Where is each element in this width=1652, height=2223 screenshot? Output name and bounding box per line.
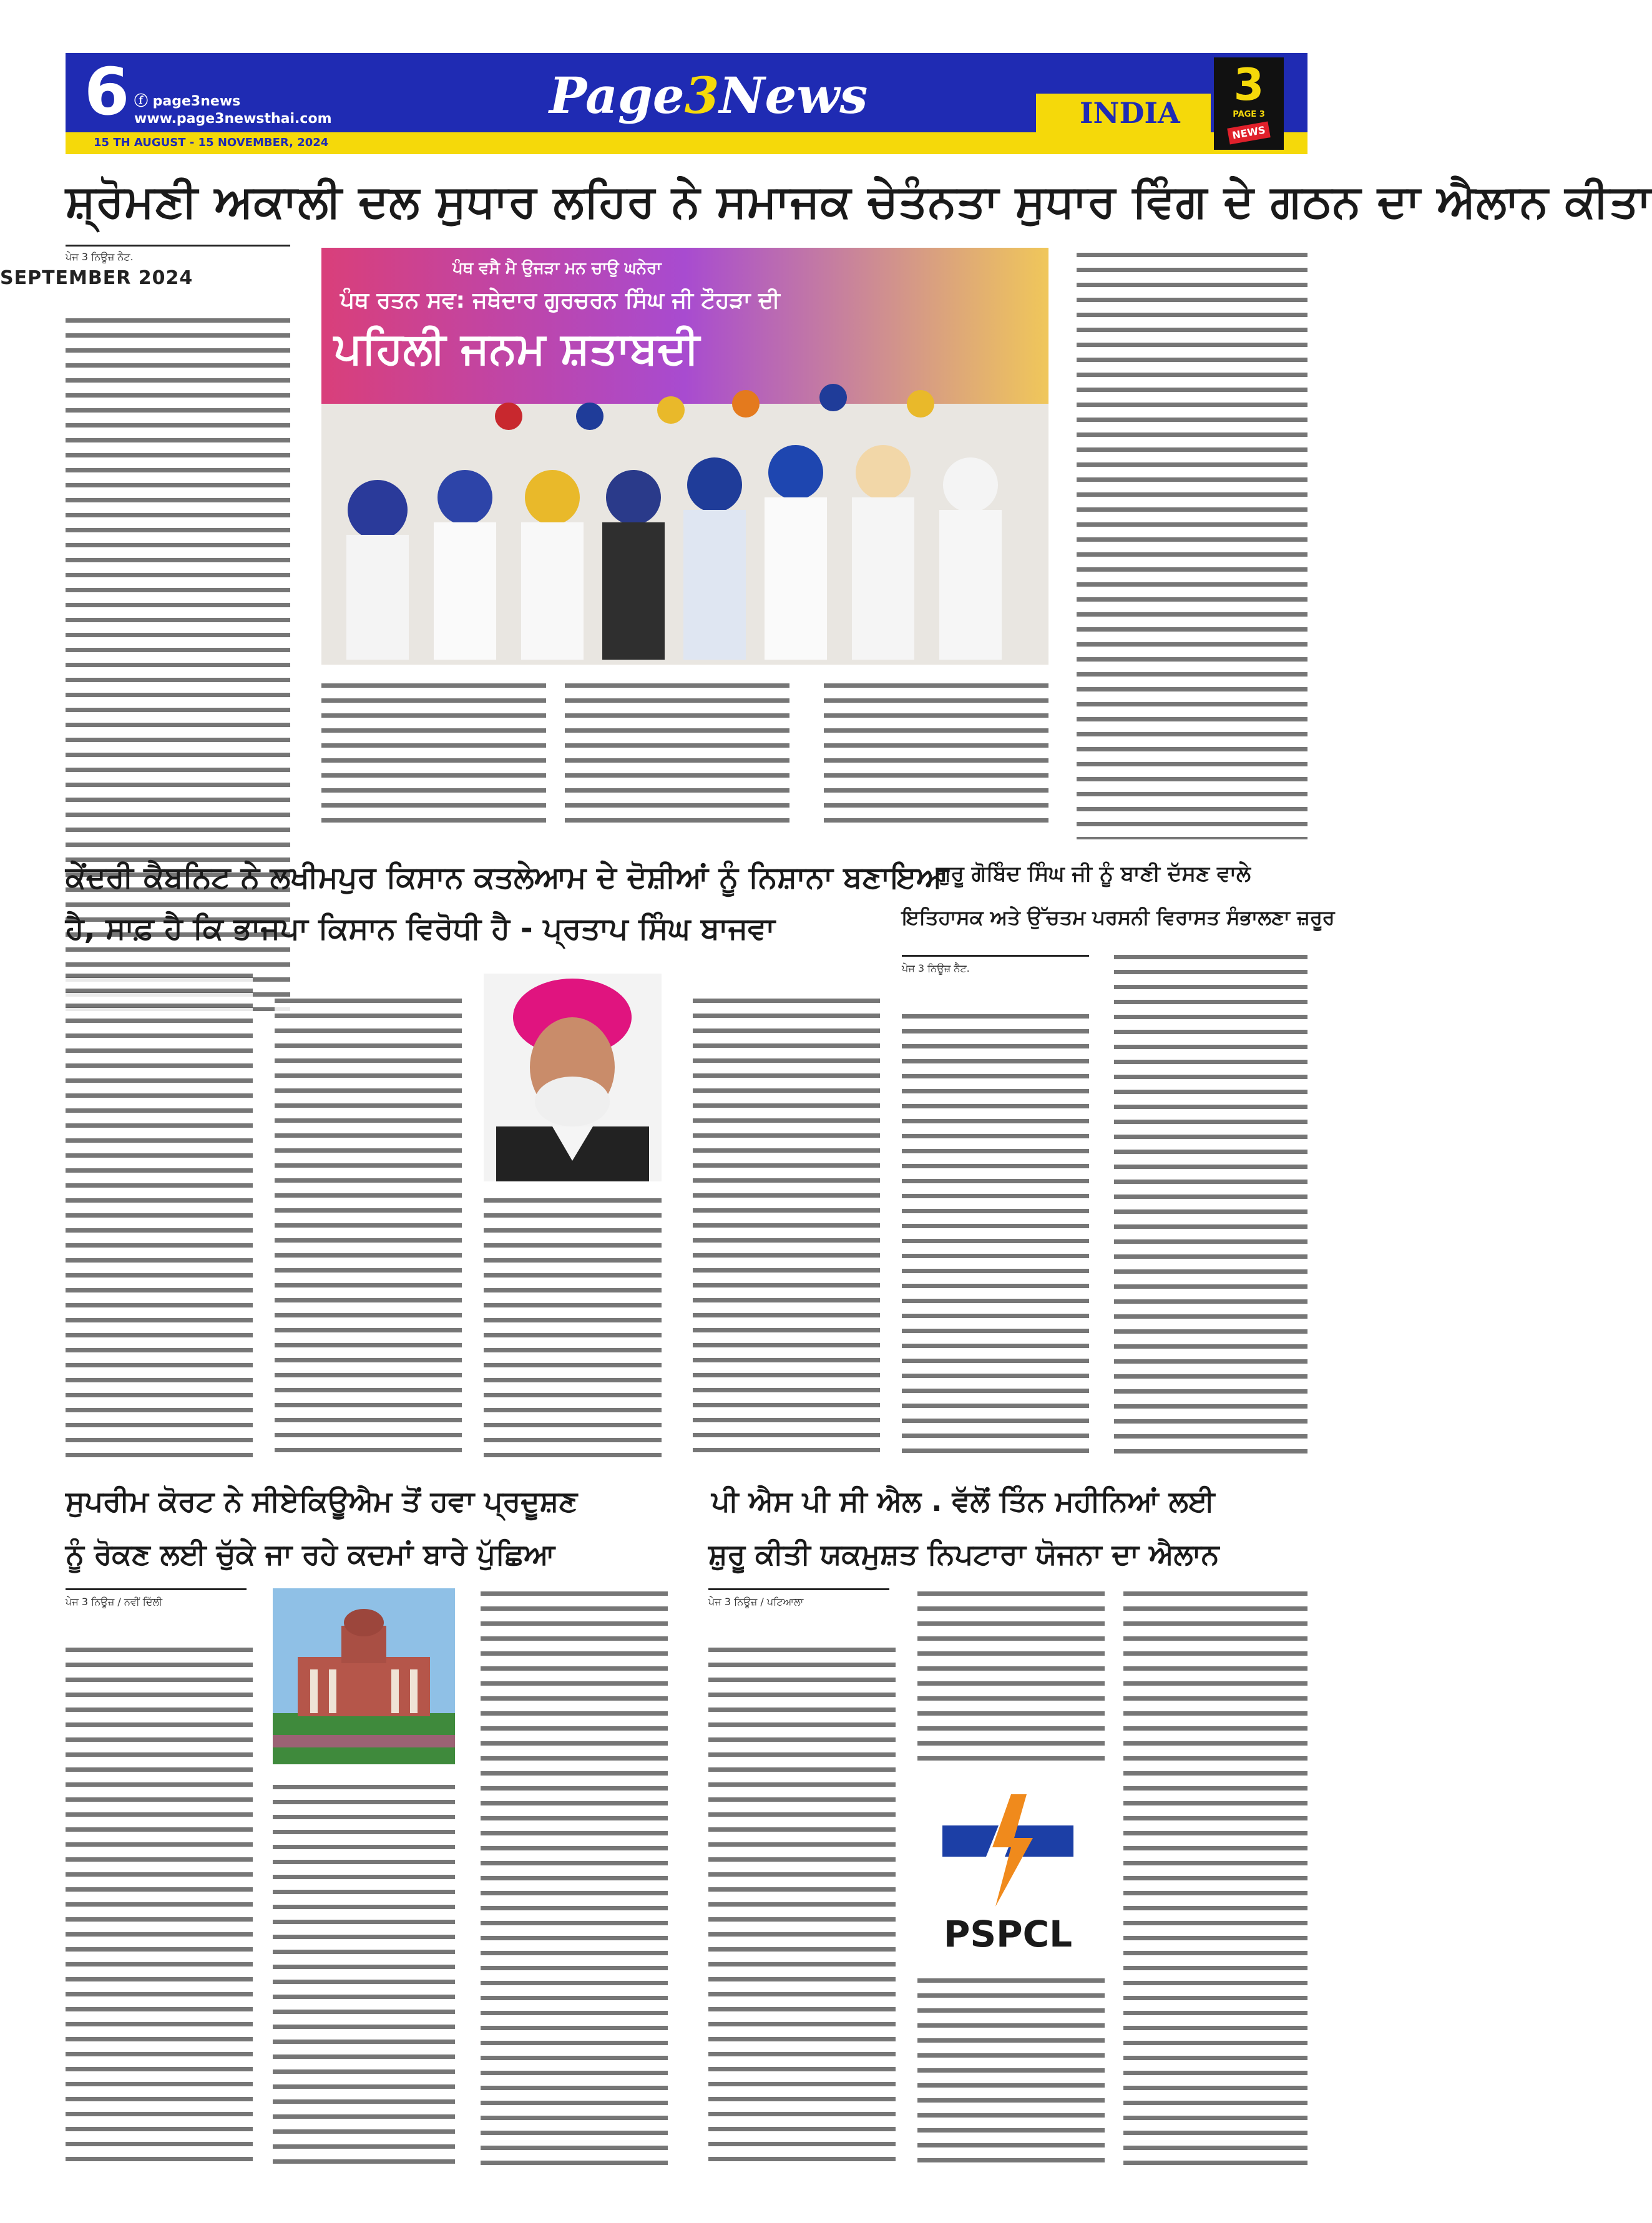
main-photo [321,248,1048,665]
edition-dateline: 15 TH AUGUST - 15 NOVEMBER, 2024 [94,136,329,149]
court-column-3 [481,1591,668,2166]
pspcl-headline-line2: ਸ਼ੁਰੂ ਕੀਤੀ ਯਕਮੁਸ਼ਤ ਨਿਪਟਾਰਾ ਯੋਜਨਾ ਦਾ ਐਲਾਨ [708,1537,1219,1571]
court-column-1 [66,1648,253,2166]
court-column-2 [273,1785,455,2166]
edition-country: INDIA [1080,96,1180,130]
guru-headline-line1: ਗੁਰੂ ਗੋਬਿੰਦ ਸਿੰਘ ਜੀ ਨੂੰ ਬਾਣੀ ਦੱਸਣ ਵਾਲੇ [936,861,1251,886]
facebook-icon: ⓕ [134,94,153,109]
court-headline-line2: ਨੂੰ ਰੋਕਣ ਲਈ ਚੁੱਕੇ ਜਾ ਰਹੇ ਕਦਮਾਂ ਬਾਰੇ ਪੁੱਛਿਆ [66,1537,555,1571]
badge-news-tag: NEWS [1227,121,1271,144]
bajwa-column-1 [66,974,253,1460]
court-building-illustration [273,1588,455,1764]
pspcl-emblem-icon [917,1788,1098,1913]
pspcl-column-3 [917,1978,1105,2166]
bajwa-column-2 [275,999,462,1460]
photo-banner-line2: ਪੰਥ ਰਤਨ ਸਵ: ਜਥੇਦਾਰ ਗੁਰਚਰਨ ਸਿੰਘ ਜੀ ਟੌਹੜਾ ਦੀ [340,288,780,313]
pspcl-logo-text: PSPCL [943,1913,1073,1955]
court-byline: ਪੇਜ 3 ਨਿਊਜ਼ / ਨਵੀਂ ਦਿੱਲੀ [66,1596,163,1608]
guru-rule [902,955,1089,957]
main-byline: ਪੇਜ 3 ਨਿਊਜ਼ ਨੈਟ. [66,251,134,263]
photo-banner-line3: ਪਹਿਲੀ ਜਨਮ ਸ਼ਤਾਬਦੀ [334,323,700,374]
court-headline-line1: ਸੁਪਰੀਮ ਕੋਰਟ ਨੇ ਸੀਏਕਿਊਐਮ ਤੋਂ ਹਵਾ ਪ੍ਰਦੂਸ਼ਣ [66,1484,578,1518]
pspcl-column-1 [708,1648,896,2166]
supreme-court-photo [273,1588,455,1764]
bajwa-portrait [484,974,662,1181]
guru-column-1 [902,1014,1089,1460]
pspcl-headline-line1: ਪੀ ਐਸ ਪੀ ਸੀ ਐਲ . ਵੱਲੋਂ ਤਿੰਨ ਮਹੀਨਿਆਂ ਲਈ [711,1484,1215,1518]
pspcl-byline: ਪੇਜ 3 ਨਿਊਜ਼ / ਪਟਿਆਲਾ [708,1596,804,1608]
court-rule [66,1588,247,1590]
guru-headline-line2: ਇਤਿਹਾਸਕ ਅਤੇ ਉੱਚਤਮ ਪਰਸਨੀ ਵਿਰਾਸਤ ਸੰਭਾਲਣਾ ਜ਼ਰੂਰ [902,906,1335,929]
pspcl-column-4 [1123,1591,1307,2166]
portrait-illustration [484,974,662,1181]
guru-byline: ਪੇਜ 3 ਨਿਊਜ਼ ਨੈਟ. [902,962,970,974]
bajwa-headline-line1: ਕੇਂਦਰੀ ਕੈਬਨਿਟ ਨੇ ਲਖੀਮਪੁਰ ਕਿਸਾਨ ਕਤਲੇਆਮ ਦੇ ਦੋਸ਼ੀਆਂ ਨੂੰ ਨਿਸ਼ਾਨਾ ਬਣਾਇਆ [66,860,949,895]
main-datestamp: SEPTEMBER 2024 [0,267,193,289]
website-link[interactable]: www.page3newsthai.com [134,111,332,127]
pspcl-logo [917,1788,1098,1963]
guru-column-2 [1114,955,1307,1460]
pspcl-rule [708,1588,889,1590]
main-rule [66,245,290,247]
bajwa-headline-line2: ਹੈ, ਸਾਫ਼ ਹੈ ਕਿ ਭਾਜਪਾ ਕਿਸਾਨ ਵਿਰੋਧੀ ਹੈ - ਪ੍ਰਤਾਪ ਸਿੰਘ ਬਾਜਵਾ [66,911,775,946]
badge-label: PAGE 3 [1233,110,1265,119]
pspcl-column-2 [917,1591,1105,1766]
main-column-4 [824,683,1048,833]
main-column-3 [565,683,789,833]
photo-banner-line1: ਪੰਥ ਵਸੈ ਮੈ ਉਜੜਾ ਮਨ ਚਾਉ ਘਨੇਰਾ [452,259,662,278]
bajwa-column-3 [484,1198,662,1460]
social-handle: ⓕ page3news [134,94,241,109]
bajwa-column-4 [693,999,880,1460]
main-headline: ਸ਼੍ਰੋਮਣੀ ਅਕਾਲੀ ਦਲ ਸੁਧਾਰ ਲਹਿਰ ਨੇ ਸਮਾਜਕ ਚੇਤੰਨਤਾ ਸੁਧਾਰ ਵਿੰਗ ਦੇ ਗਠਨ ਦਾ ਐਲਾਨ ਕੀਤਾ [66,175,1652,227]
main-column-2 [321,683,546,833]
masthead-logo: Page3News [549,66,868,125]
badge-number: 3 [1233,59,1264,110]
page-number: 6 [84,54,130,130]
main-column-5 [1077,253,1307,839]
